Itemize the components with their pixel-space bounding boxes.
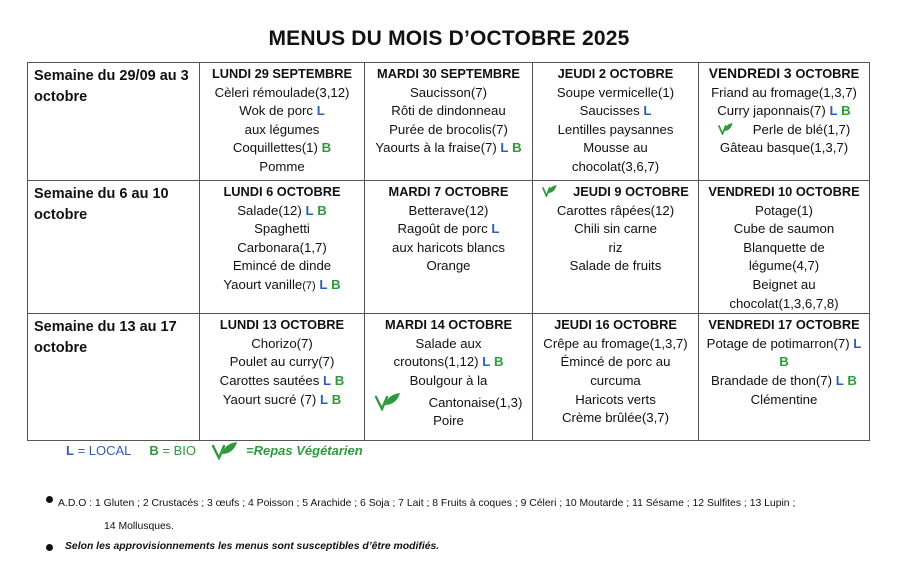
- dish-text: Spaghetti: [254, 221, 310, 237]
- dish-text: Lentilles paysannes: [557, 121, 674, 137]
- dish-text: Coquillettes(1): [232, 140, 318, 156]
- day-name: LUNDI 29 SEPTEMBRE: [211, 66, 353, 81]
- bullet-icon: [46, 544, 53, 551]
- week-label: Semaine du 13 au 17 octobre: [28, 314, 200, 441]
- menu-item: [203, 121, 361, 140]
- dish-text: riz: [608, 239, 623, 255]
- menu-item: [368, 335, 529, 354]
- day-heading: [536, 65, 695, 84]
- legend: [66, 440, 363, 460]
- menu-item: [536, 391, 695, 410]
- day-name: VENDREDI 10 OCTOBRE: [708, 184, 860, 199]
- dish-text: Carottes râpées(12): [556, 202, 675, 218]
- dish-text: Cantonaise(1,3): [428, 394, 523, 410]
- bio-badge: B: [841, 103, 851, 119]
- menu-item: [368, 102, 529, 121]
- dish-text: Salade(12): [237, 202, 302, 218]
- dish-text: aux haricots blancs: [392, 239, 505, 255]
- bio-badge: B: [317, 202, 327, 218]
- menu-item: [536, 353, 695, 372]
- menu-item: [368, 412, 529, 431]
- local-badge: L: [319, 391, 329, 407]
- allergens-note: [58, 492, 858, 538]
- menu-item: [203, 158, 361, 177]
- dish-text: Salade de fruits: [569, 258, 662, 274]
- day-name: MARDI 7 OCTOBRE: [388, 184, 509, 199]
- vegetarian-icon: [375, 391, 401, 411]
- local-badge: L: [491, 221, 500, 237]
- bio-badge: B: [493, 354, 504, 370]
- week-label: Semaine du 29/09 au 3 octobre: [28, 63, 200, 181]
- day-heading: [702, 183, 866, 202]
- menu-item: [536, 102, 695, 121]
- bio-badge: B: [779, 354, 789, 370]
- day-heading: [536, 316, 695, 335]
- day-heading: [368, 65, 529, 84]
- dish-text: Haricots verts: [575, 391, 656, 407]
- menu-item: [203, 139, 361, 158]
- menu-item: [536, 239, 695, 258]
- dish-text: Curry japonnais(7): [717, 103, 826, 119]
- day-name: JEUDI 9 OCTOBRE: [573, 184, 689, 199]
- dish-text: Orange: [426, 258, 471, 274]
- dish-text: Carottes sautées: [219, 372, 320, 388]
- day-cell: [699, 181, 870, 314]
- day-name: JEUDI 16 OCTOBRE: [554, 317, 677, 333]
- menu-item: [368, 121, 529, 140]
- day-name: MARDI 14 OCTOBRE: [384, 317, 513, 333]
- bio-badge: B: [512, 140, 522, 156]
- week-row: [28, 181, 870, 314]
- menu-item: [536, 84, 695, 103]
- legend-bio: B = BIO: [149, 442, 197, 458]
- menu-item: [702, 139, 866, 158]
- week-row: [28, 314, 870, 441]
- vegetarian-icon: [718, 122, 733, 135]
- dish-text: Émincé de porc au: [560, 354, 671, 370]
- dish-text: Poire: [433, 413, 464, 429]
- allergens-text-cont: 14 Mollusques.: [104, 521, 174, 532]
- dish-text: Chili sin carne: [574, 221, 657, 237]
- menu-item: [536, 202, 695, 221]
- bio-badge: B: [321, 140, 332, 156]
- menu-item: [702, 220, 866, 239]
- day-heading: [203, 65, 361, 84]
- bio-badge: B: [331, 276, 341, 292]
- dish-text: Pomme: [259, 158, 305, 174]
- local-badge: L: [829, 103, 838, 119]
- menu-item: [203, 372, 361, 391]
- dish-text: Yaourt vanille: [223, 276, 303, 292]
- menu-item: [203, 239, 361, 258]
- allergens-text: A.D.O : 1 Gluten ; 2 Crustacés ; 3 œufs ; 4 Poisson ; 5 Arachide ; 6 Soja ; 7 Lait ; 8 Fruits à coques ; 9 Céleri ; 10 Moutarde ; 11 Sésame ; 12 Sulfites ; 13 Lupin ;: [58, 498, 796, 509]
- menu-item: [203, 257, 361, 276]
- local-badge: L: [835, 372, 844, 388]
- day-heading: [203, 183, 361, 202]
- day-name: LUNDI 13 OCTOBRE: [219, 317, 345, 333]
- day-cell: [365, 314, 533, 441]
- dish-text: Crème brûlée(3,7): [561, 410, 669, 426]
- dish-text: Saucisson(7): [410, 84, 487, 100]
- dish-text: Chorizo(7): [251, 335, 313, 351]
- day-cell: [533, 63, 699, 181]
- menu-item: [368, 372, 529, 391]
- menu-item: [536, 220, 695, 239]
- dish-text: chocolat(3,6,7): [571, 158, 660, 174]
- dish-text: Wok de porc: [239, 103, 314, 119]
- bio-badge: B: [847, 372, 857, 388]
- dish-text: Yaourts à la fraise(7): [375, 140, 497, 156]
- menu-item: [702, 295, 866, 314]
- bullet-icon: [46, 496, 53, 503]
- menu-table: [27, 62, 870, 441]
- menu-item: [368, 257, 529, 276]
- menu-item: [702, 102, 866, 121]
- menu-item: [368, 353, 529, 372]
- dish-text: Carbonara(1,7): [237, 239, 327, 255]
- menu-item: [203, 102, 361, 121]
- menu-item: [702, 84, 866, 103]
- dish-text: Potage de potimarron(7): [706, 335, 850, 351]
- vegetarian-icon: [542, 184, 557, 197]
- dish-text: Salade aux: [415, 335, 482, 351]
- dish-text: Gâteau basque(1,3,7): [719, 140, 849, 156]
- menu-item: [536, 139, 695, 158]
- day-name: VENDREDI 17 OCTOBRE: [708, 317, 860, 333]
- day-cell: [200, 63, 365, 181]
- menu-item: [702, 202, 866, 221]
- day-cell: [365, 181, 533, 314]
- dish-text: Blanquette de: [743, 239, 825, 255]
- dish-text: Saucisses: [579, 103, 640, 119]
- dish-text: Friand au fromage(1,3,7): [711, 84, 857, 100]
- dish-text: Crêpe au fromage(1,3,7): [543, 335, 688, 351]
- menu-item: [702, 353, 866, 372]
- dish-text: Beignet au: [752, 276, 816, 292]
- dish-text: Potage(1): [755, 202, 813, 218]
- day-name: JEUDI 2 OCTOBRE: [557, 66, 674, 81]
- dish-text: Yaourt sucré (7): [222, 391, 317, 407]
- dish-text: Cube de saumon: [733, 221, 835, 237]
- dish-text: chocolat(1,3,6,7,8): [729, 295, 839, 311]
- dish-text: Cèleri rémoulade(3,12): [214, 84, 350, 100]
- day-heading: [702, 316, 866, 335]
- menu-item: [536, 372, 695, 391]
- dish-text: Clémentine: [750, 391, 818, 407]
- day-name: LUNDI 6 OCTOBRE: [223, 184, 341, 199]
- local-badge: L: [316, 103, 325, 119]
- dish-text: Ragoût de porc: [397, 221, 488, 237]
- day-cell: [533, 314, 699, 441]
- day-name-suffix: OCTOBRE: [795, 66, 860, 81]
- day-heading: [203, 316, 361, 335]
- menu-item: [536, 158, 695, 177]
- dish-text: Rôti de dindonneau: [391, 103, 506, 119]
- dish-text: Perle de blé(1,7): [752, 121, 851, 137]
- menu-item: [536, 409, 695, 428]
- menu-item: [536, 257, 695, 276]
- dish-text: Poulet au curry(7): [229, 354, 335, 370]
- legend-local: L = LOCAL: [66, 442, 132, 458]
- menu-item: [368, 239, 529, 258]
- day-heading: [368, 316, 529, 335]
- day-cell: [533, 181, 699, 314]
- menu-item: [368, 84, 529, 103]
- menu-item: [368, 391, 529, 413]
- menu-item: [203, 353, 361, 372]
- local-badge: L: [319, 276, 328, 292]
- dish-text: légume(4,7): [748, 258, 820, 274]
- page-title: MENUS DU MOIS D’OCTOBRE 2025: [268, 27, 630, 50]
- menu-item: [702, 239, 866, 258]
- local-badge: L: [500, 140, 509, 156]
- day-cell: [699, 63, 870, 181]
- dish-text: Brandade de thon(7): [711, 372, 833, 388]
- menu-item: [536, 335, 695, 354]
- menu-item: [203, 202, 361, 221]
- menu-item: [702, 121, 866, 140]
- menu-item: [702, 335, 866, 354]
- bio-badge: B: [331, 391, 342, 407]
- day-cell: [365, 63, 533, 181]
- dish-text: croutons(1,12): [393, 354, 479, 370]
- dish-text: Emincé de dinde: [232, 258, 332, 274]
- dish-text: Soupe vermicelle(1): [556, 84, 675, 100]
- legend-vegetarian: =Repas Végétarien: [246, 442, 363, 458]
- menu-item: [203, 276, 361, 296]
- menu-item: [702, 391, 866, 410]
- menu-item: [368, 139, 529, 158]
- menu-item: [702, 257, 866, 276]
- local-badge: L: [323, 372, 332, 388]
- dish-text: Mousse au: [583, 140, 648, 156]
- local-badge: L: [853, 335, 862, 351]
- vegetarian-icon: [212, 440, 238, 460]
- menu-item: [203, 220, 361, 239]
- day-heading: [702, 65, 866, 84]
- menu-item: [203, 391, 361, 410]
- day-cell: [200, 181, 365, 314]
- menu-item: [702, 372, 866, 391]
- day-name: VENDREDI 3: [708, 66, 792, 81]
- week-row: [28, 63, 870, 181]
- week-label: Semaine du 6 au 10 octobre: [28, 181, 200, 314]
- local-badge: L: [643, 103, 652, 119]
- menu-item: [368, 202, 529, 221]
- menu-item: [702, 276, 866, 295]
- local-badge: L: [482, 354, 491, 370]
- dish-text: Boulgour à la: [409, 372, 488, 388]
- day-heading: [368, 183, 529, 202]
- bio-badge: B: [334, 372, 345, 388]
- day-cell: [699, 314, 870, 441]
- menu-item: [203, 84, 361, 103]
- local-badge: L: [305, 202, 314, 218]
- day-heading: [536, 183, 695, 202]
- dish-text: Betterave(12): [408, 202, 489, 218]
- allergen-code: (7): [302, 279, 316, 292]
- day-name: MARDI 30 SEPTEMBRE: [377, 66, 520, 81]
- dish-text: aux légumes: [244, 121, 320, 137]
- disclaimer-note: Selon les approvisionnements les menus sont susceptibles d’être modifiés.: [65, 541, 440, 552]
- menu-item: [368, 220, 529, 239]
- menu-item: [203, 335, 361, 354]
- dish-text: curcuma: [590, 372, 641, 388]
- day-cell: [200, 314, 365, 441]
- menu-item: [536, 121, 695, 140]
- dish-text: Purée de brocolis(7): [389, 121, 508, 137]
